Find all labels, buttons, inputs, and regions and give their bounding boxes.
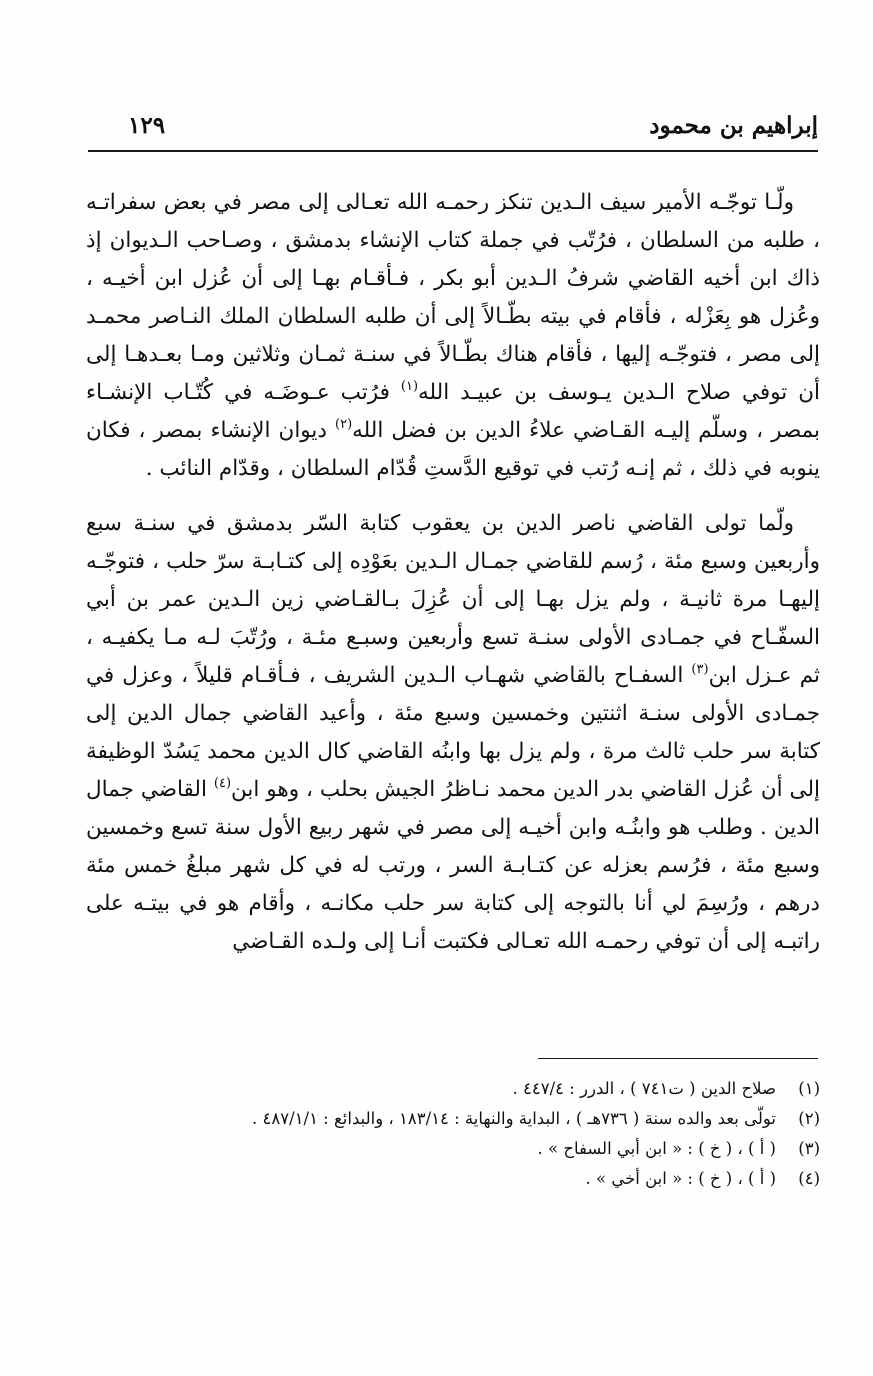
footnote-1: [86, 1074, 820, 1104]
footnote-text: ( أ ) ، ( خ ) : « ابن أبي السفاح » .: [537, 1139, 776, 1158]
footnote-2: [86, 1104, 820, 1134]
running-title: إبراهيم بن محمود: [649, 112, 818, 139]
footnote-text: صلاح الدين ( ت٧٤١ ) ، الدرر : ٤٤٧/٤ .: [512, 1079, 776, 1098]
footnote-reference-3: (٣): [691, 662, 709, 677]
footnote-reference-1: (١): [400, 379, 419, 394]
text-run: ديوان الإنشاء بمصر ، فكان ينوبه في ذلك ، ثم إنـه رُتب في توقيع الدَّستِ قُدّام السلطان ، وقدّام النائب .: [86, 418, 820, 481]
footnote-3: [86, 1134, 820, 1164]
footnotes: [86, 1074, 820, 1194]
footnote-marker: (٣): [798, 1139, 820, 1158]
footnote-divider: [538, 1058, 818, 1059]
footnote-marker: (٢): [798, 1109, 820, 1128]
main-text: [86, 184, 820, 961]
footnote-marker: (١): [798, 1079, 820, 1098]
page-number: ١٢٩: [128, 112, 166, 139]
text-run: السفـاح بالقاضي شهـاب الـدين الشريف ، فـأقـام قليلاً ، وعزل في جمـادى الأولى سنـة اثنتين وخمسين وسبع مئة ، وأعيد القاضي جمال الدين إلى كتابة سر حلب ثالث مرة ، ولم يزل بها وابنُه القاضي كال الدين محمد يَسُدّ الوظيفة إلى أن عُزل القاضي بدر الدين محمد نـاظرُ الجيش بحلب ، وهو ابن: [86, 663, 820, 802]
footnote-4: [86, 1164, 820, 1194]
text-run: ولّـا توجّـه الأمير سيف الـدين تنكز رحمـه الله تعـالى إلى مصر في بعض سفراتـه ، طلبه من السلطان ، فرُتّب في جملة كتاب الإنشاء بدمشق ، وصـاحب الـديوان إذ ذاك ابن أخيه القاضي شرفُ الـدين أبو بكر ، فـأقـام بهـا إلى أن عُزل ابن أخيـه ، وعُزل هو بِعَزْله ، فأقام في بيته بطّـالاً إلى أن طلبه السلطان الملك النـاصر محمـد إلى مصر ، فتوجّـه إليها ، فأقام هناك بطّـالاً في سنـة ثمـان وثلاثين ومـا بعـدهـا إلى أن توفي صلاح الـدين يـوسف بن عبيـد الله: [86, 190, 820, 405]
text-run: ولّما تولى القاضي ناصر الدين بن يعقوب كتابة السّر بدمشق في سنـة سبع وأربعين وسبع مئة ، رُسم للقاضي جمـال الـدين بعَوْدِه إلى كتـابـة سرّ حلب ، فتوجّـه إليهـا مرة ثانيـة ، ولم يزل بهـا إلى أن عُزِلَ بـالقـاضي زين الـدين عمر بن أبي السفّـاح في جمـادى الأولى سنـة تسع وأربعين وسبـع مئـة ، ورُتّبَ لـه مـا يكفيـه ، ثم عـزل ابن: [86, 511, 820, 688]
paragraph-1: [86, 184, 820, 488]
footnote-marker: (٤): [798, 1169, 820, 1188]
footnote-text: ( أ ) ، ( خ ) : « ابن أخي » .: [585, 1169, 776, 1188]
footnote-text: تولّى بعد والده سنة ( ٧٣٦هـ ) ، البداية والنهاية : ١٨٣/١٤ ، والبدائع : ٤٨٧/١/١ .: [252, 1109, 776, 1128]
text-run: القاضي جمال الدين . وطلب هو وابنُـه وابن أخيـه إلى مصر في شهر ربيع الأول سنة تسع وخمسين وسبع مئة ، فرُسم بعزله عن كتـابـة السر ، ورتب له في كل شهر مبلغُ خمس مئة درهم ، ورُسِمَ لي أنا بالتوجه إلى كتابة سر حلب مكانـه ، وأقام هو في بيتـه على راتبـه إلى أن توفي رحمـه الله تعـالى فكتبت أنـا إلى ولـده القـاضي: [86, 777, 820, 954]
footnote-reference-2: (٢): [335, 417, 353, 432]
running-header: [88, 110, 818, 152]
text-run: فرُتب عـوضَـه في كُتّـاب الإنشـاء بمصر ، وسلّم إليـه القـاضي علاءُ الدين بن فضل الله: [86, 380, 821, 443]
paragraph-2: [86, 505, 820, 961]
footnote-reference-4: (٤): [213, 776, 232, 791]
